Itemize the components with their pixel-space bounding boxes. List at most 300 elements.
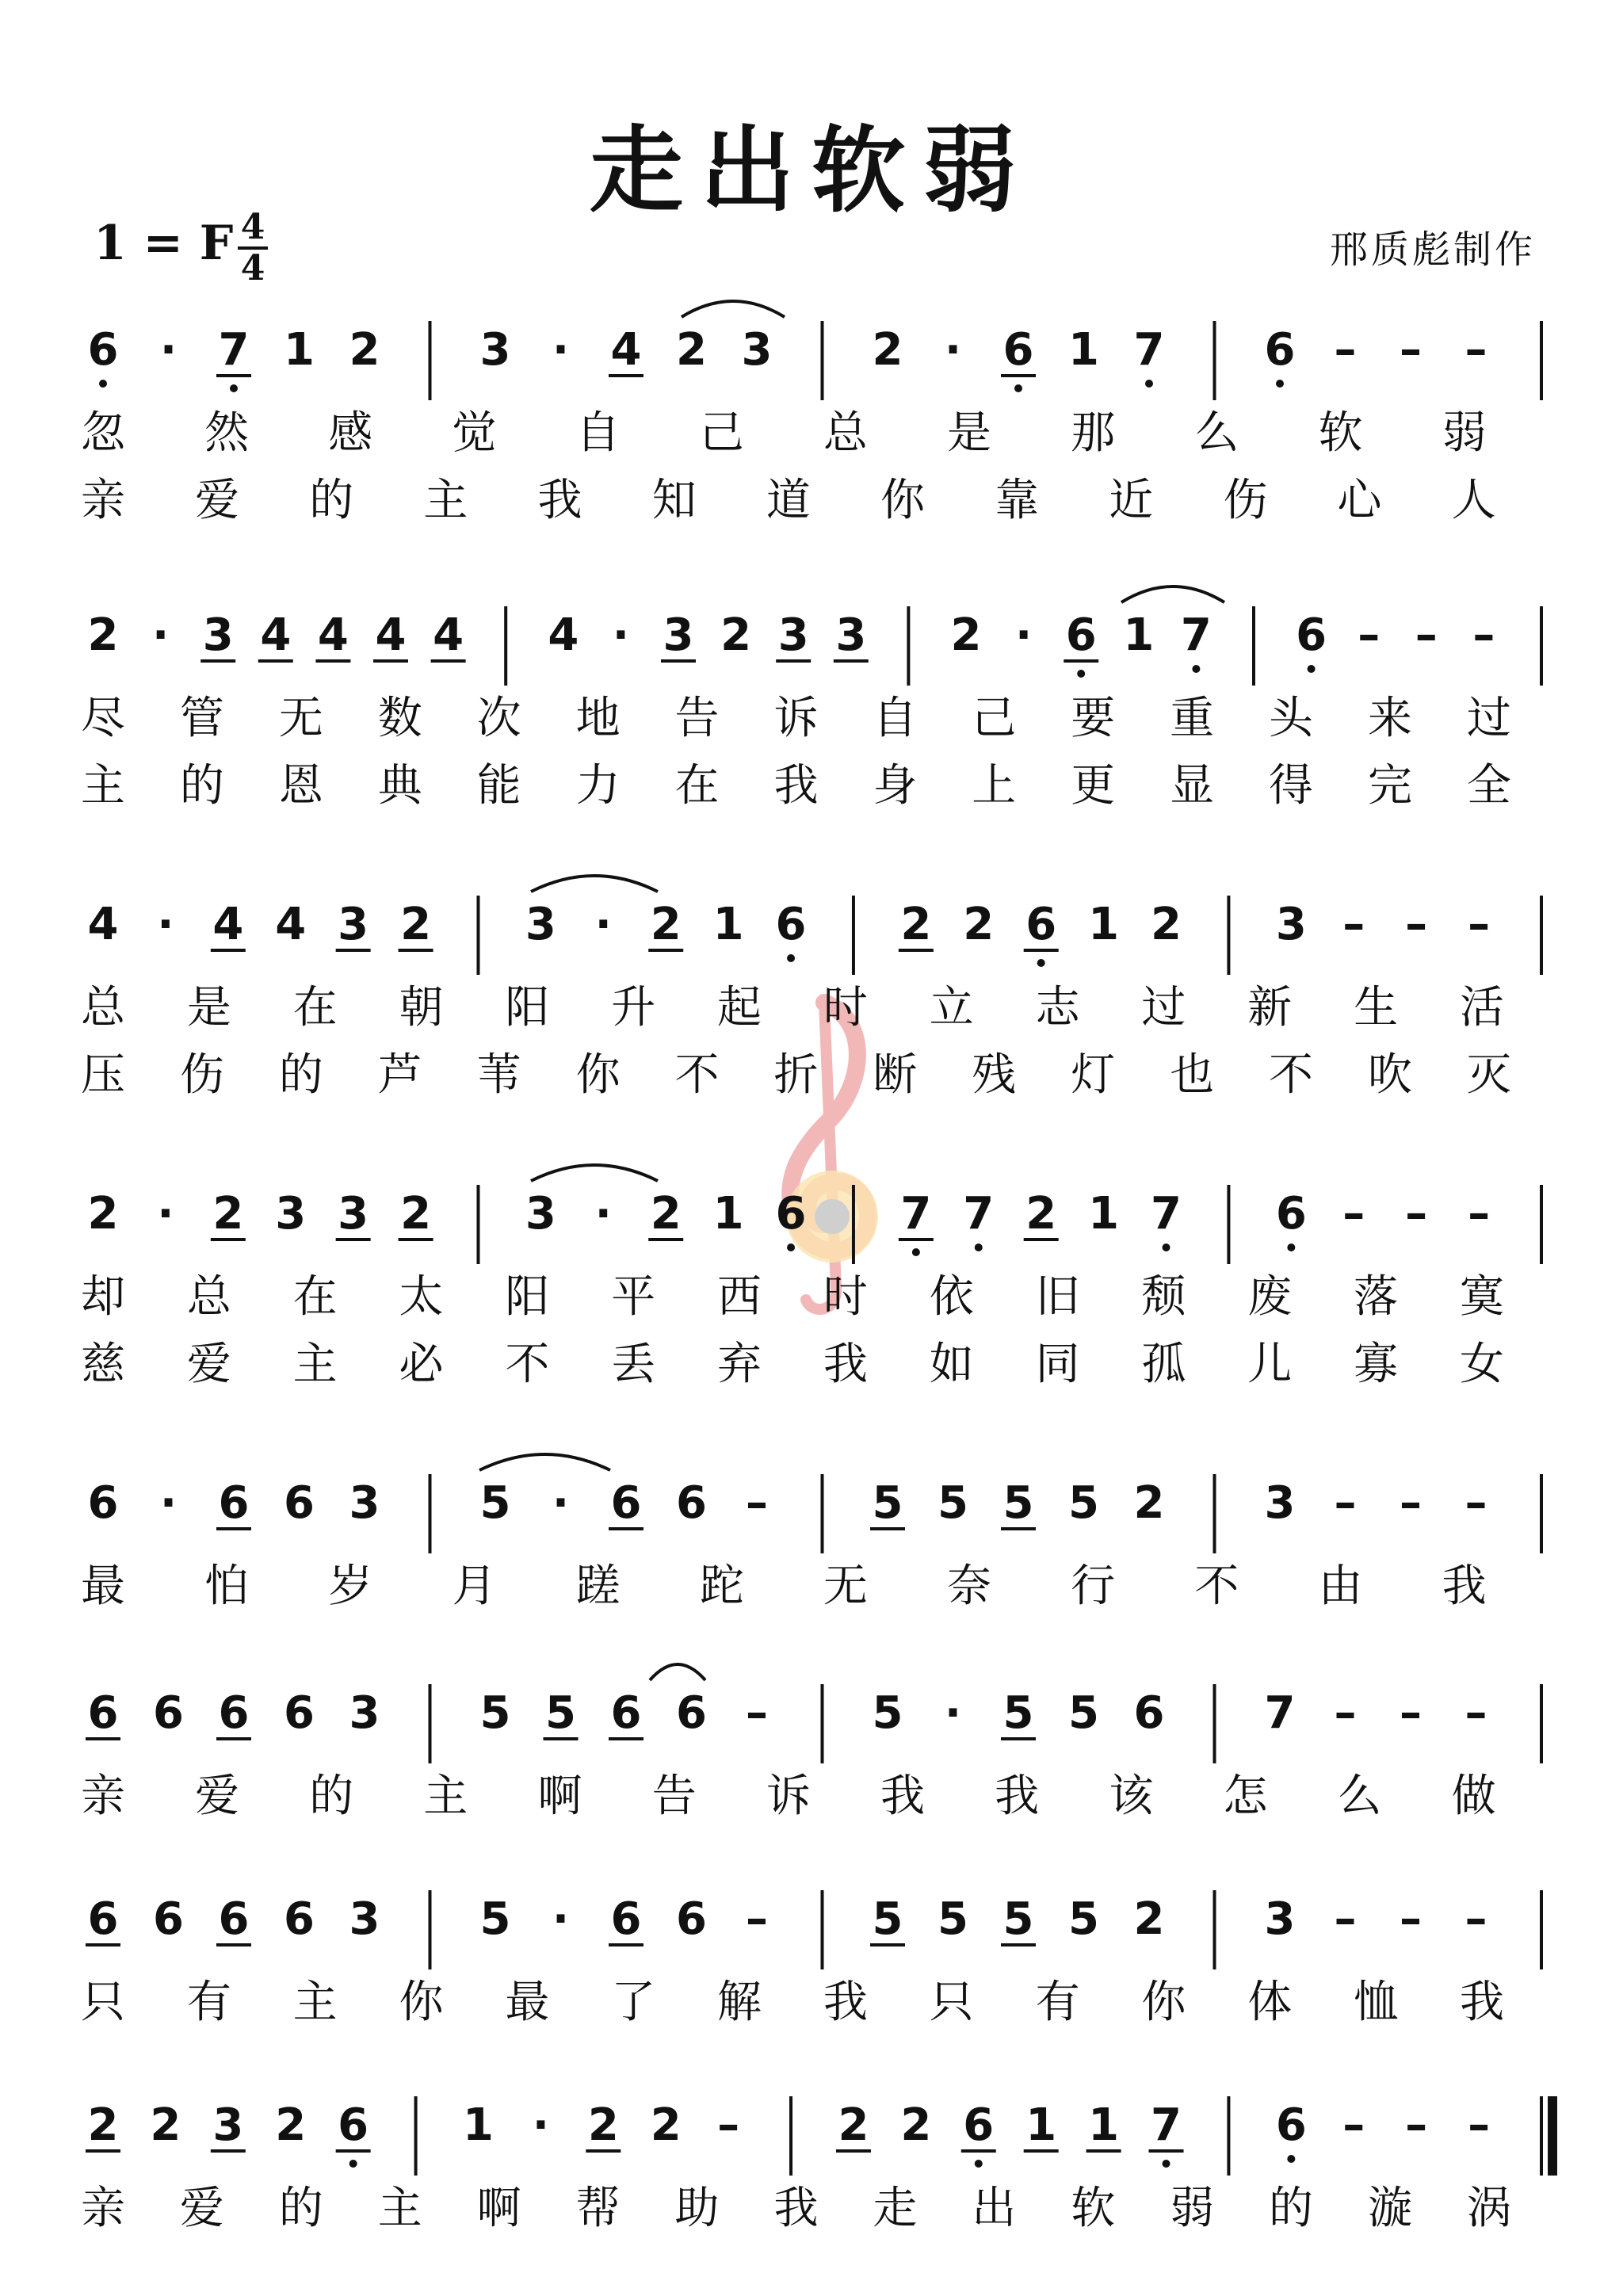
lyric-char: 自 [575, 407, 621, 459]
note: 5 [872, 1893, 903, 1945]
lyric-char: 无 [823, 1561, 868, 1612]
lyric-char: 阳 [505, 982, 550, 1033]
lyric-char: 的 [309, 1771, 354, 1822]
note: 1 [712, 899, 744, 950]
lyric-char: 了 [611, 1977, 656, 2028]
note: 7 [1133, 324, 1165, 376]
note: 6 [775, 899, 807, 950]
lyric-char: 你 [575, 1049, 621, 1101]
low-octave-dot [975, 1244, 983, 1251]
lyric-char: 苇 [476, 1049, 521, 1101]
lyric-char: 忽 [81, 407, 125, 459]
note: 3 [202, 609, 234, 661]
lyric-char: 然 [204, 407, 250, 459]
lyric-char: 恩 [278, 760, 323, 812]
lyric-char: 残 [972, 1049, 1017, 1101]
note: 2 [87, 2099, 119, 2151]
note: 5 [545, 1687, 576, 1739]
note: 3 [1264, 1477, 1296, 1529]
lyric-char: 伤 [179, 1049, 224, 1101]
sustain-dash: – [1405, 899, 1428, 950]
note: 6 [610, 1477, 642, 1529]
low-octave-dot [1276, 380, 1284, 388]
lyric-char: 啊 [537, 1771, 582, 1822]
lyric-char: 弱 [1442, 407, 1487, 459]
lyric-char: 觉 [452, 407, 497, 459]
lyric-char: 软 [1071, 2183, 1116, 2234]
lyric-char: 生 [1354, 982, 1399, 1033]
lyric-char: 灯 [1071, 1049, 1116, 1101]
dot-mark: · [159, 324, 178, 376]
lyric-char: 必 [399, 1339, 444, 1390]
note: 6 [775, 1188, 807, 1240]
lyric-char: 靠 [995, 475, 1040, 526]
lyric-char: 你 [399, 1977, 444, 2028]
slur [531, 1165, 658, 1181]
lyric-char: 道 [766, 475, 811, 526]
lyric-char: 在 [674, 760, 720, 812]
note: 2 [87, 609, 119, 661]
note: 2 [650, 1188, 682, 1240]
note: 2 [838, 2099, 869, 2151]
note: 6 [1264, 324, 1296, 376]
note: 4 [275, 899, 307, 950]
lyric-char: 主 [423, 1771, 468, 1822]
final-barline [1548, 2096, 1557, 2176]
lyric-char: 落 [1354, 1271, 1399, 1323]
note: 1 [1068, 324, 1099, 376]
slur [1121, 586, 1224, 602]
lyric-char: 身 [873, 760, 918, 812]
note: 2 [587, 2099, 619, 2151]
lyric-char: 不 [1269, 1049, 1314, 1101]
note: 6 [284, 1893, 315, 1945]
lyric-char: 诉 [766, 1771, 811, 1822]
lyric-char: 主 [423, 475, 468, 526]
note: 6 [1002, 324, 1034, 376]
note: 2 [400, 899, 432, 950]
lyric-char: 如 [929, 1339, 974, 1390]
lyric-char: 起 [717, 982, 762, 1033]
lyric-char: 时 [823, 1271, 868, 1323]
low-octave-dot [1163, 1244, 1170, 1251]
sustain-dash: – [1400, 1477, 1422, 1529]
lyric-char: 由 [1318, 1561, 1363, 1612]
lyric-char: 却 [81, 1271, 125, 1323]
lyric-char: 的 [278, 2183, 323, 2234]
lyric-char: 行 [1071, 1561, 1116, 1612]
lyric-char: 更 [1071, 760, 1116, 812]
lyric-char: 的 [179, 760, 224, 812]
note: 4 [317, 609, 349, 661]
note: 2 [650, 899, 682, 950]
note: 3 [741, 324, 773, 376]
note: 2 [900, 2099, 932, 2151]
note: 4 [87, 899, 119, 950]
lyric-char: 我 [995, 1771, 1040, 1822]
lyric-char: 废 [1247, 1271, 1293, 1323]
song-title: 走出软弱 [589, 116, 1033, 225]
note: 1 [1088, 1188, 1120, 1240]
sustain-dash: – [1465, 1687, 1487, 1739]
lyric-char: 地 [575, 693, 621, 744]
note: 5 [479, 1477, 511, 1529]
note: 6 [338, 2099, 369, 2151]
lyric-char: 有 [1035, 1977, 1080, 2028]
sustain-dash: – [1400, 1687, 1422, 1739]
lyric-char: 我 [1442, 1561, 1487, 1612]
lyric-char: 完 [1367, 760, 1412, 812]
note: 2 [87, 1188, 119, 1240]
note: 6 [610, 1687, 642, 1739]
lyric-char: 告 [651, 1771, 697, 1822]
lyric-char: 最 [81, 1561, 125, 1612]
lyric-char: 爱 [195, 1771, 240, 1822]
sustain-dash: – [1334, 1687, 1357, 1739]
note: 1 [1088, 899, 1120, 950]
lyric-char: 岁 [328, 1561, 373, 1612]
note: 5 [872, 1477, 903, 1529]
dot-mark: · [944, 1687, 962, 1739]
note: 6 [218, 1687, 250, 1739]
note: 2 [1151, 899, 1182, 950]
note: 2 [950, 609, 982, 661]
note: 1 [284, 324, 315, 376]
lyric-char: 不 [674, 1049, 720, 1101]
lyric-char: 你 [1141, 1977, 1186, 2028]
note: 6 [87, 1893, 119, 1945]
lyric-char: 得 [1269, 760, 1314, 812]
lyric-char: 灭 [1466, 1049, 1511, 1101]
low-octave-dot [99, 380, 107, 388]
note: 1 [712, 1188, 744, 1240]
lyric-char: 的 [1269, 2183, 1314, 2234]
note: 2 [872, 324, 903, 376]
note: 6 [284, 1687, 315, 1739]
lyric-char: 我 [773, 2183, 819, 2234]
sustain-dash: – [1342, 1188, 1365, 1240]
sustain-dash: – [746, 1477, 768, 1529]
sustain-dash: – [1468, 2099, 1491, 2151]
note: 3 [525, 1188, 556, 1240]
key-signature: 1 = F [94, 216, 234, 271]
lyric-char: 的 [278, 1049, 323, 1101]
note: 2 [150, 2099, 181, 2151]
lyric-char: 漩 [1367, 2183, 1412, 2234]
note: 5 [872, 1687, 903, 1739]
meter-bottom: 4 [240, 248, 265, 288]
note: 1 [1025, 2099, 1057, 2151]
lyric-char: 平 [611, 1271, 656, 1323]
dot-mark: · [552, 1477, 570, 1529]
note: 2 [275, 2099, 307, 2151]
lyric-char: 时 [823, 982, 868, 1033]
lyric-char: 旧 [1035, 1271, 1080, 1323]
low-octave-dot [787, 954, 795, 962]
note: 2 [963, 899, 995, 950]
note: 3 [1264, 1893, 1296, 1945]
lyric-char: 我 [880, 1771, 925, 1822]
lyric-char: 己 [699, 407, 744, 459]
lyric-char: 做 [1451, 1771, 1496, 1822]
lyric-char: 么 [1194, 407, 1239, 459]
lyric-char: 新 [1247, 982, 1293, 1033]
lyric-char: 力 [575, 760, 621, 812]
lyric-char: 最 [505, 1977, 550, 2028]
lyric-char: 告 [674, 693, 720, 744]
sustain-dash: – [1465, 324, 1487, 376]
sustain-dash: – [1334, 1477, 1357, 1529]
note: 3 [479, 324, 511, 376]
note: 2 [720, 609, 752, 661]
lyric-char: 心 [1337, 475, 1382, 526]
sustain-dash: – [746, 1893, 768, 1945]
note: 4 [260, 609, 292, 661]
note: 6 [676, 1477, 707, 1529]
note: 4 [548, 609, 579, 661]
lyric-char: 爱 [195, 475, 240, 526]
low-octave-dot [1287, 2155, 1295, 2163]
note: 5 [938, 1477, 968, 1529]
lyric-char: 月 [452, 1561, 497, 1612]
low-octave-dot [1077, 670, 1085, 678]
note: 3 [349, 1477, 380, 1529]
note: 6 [1065, 609, 1097, 661]
sustain-dash: – [1334, 324, 1357, 376]
lyric-char: 压 [81, 1049, 125, 1101]
lyric-char: 只 [81, 1977, 125, 2028]
slur [531, 876, 658, 892]
note: 5 [1002, 1893, 1034, 1945]
low-octave-dot [975, 2160, 983, 2168]
low-octave-dot [1192, 665, 1200, 673]
note: 6 [87, 1687, 119, 1739]
lyric-char: 伤 [1223, 475, 1268, 526]
lyric-char: 己 [972, 693, 1017, 744]
sustain-dash: – [1472, 609, 1495, 661]
note: 3 [835, 609, 867, 661]
sustain-dash: – [1405, 1188, 1428, 1240]
lyric-char: 同 [1035, 1339, 1080, 1390]
note: 5 [479, 1893, 511, 1945]
note: 3 [1275, 899, 1307, 950]
dot-mark: · [1014, 609, 1033, 661]
lyric-char: 总 [81, 982, 125, 1033]
lyric-char: 过 [1141, 982, 1186, 1033]
lyric-char: 能 [476, 760, 521, 812]
dot-mark: · [159, 1477, 178, 1529]
note: 5 [479, 1687, 511, 1739]
lyric-char: 涡 [1466, 2183, 1511, 2234]
lyric-char: 也 [1170, 1049, 1215, 1101]
dot-mark: · [157, 1188, 174, 1240]
lyric-char: 头 [1269, 693, 1314, 744]
lyric-char: 感 [328, 407, 373, 459]
note: 6 [87, 1477, 119, 1529]
note: 5 [1068, 1687, 1099, 1739]
dot-mark: · [612, 609, 630, 661]
note: 3 [525, 899, 556, 950]
lyric-char: 儿 [1247, 1339, 1293, 1390]
lyric-char: 主 [81, 760, 125, 812]
note: 2 [212, 1188, 244, 1240]
lyric-char: 软 [1318, 407, 1363, 459]
lyric-char: 的 [309, 475, 354, 526]
slur [479, 1454, 610, 1470]
lyric-char: 帮 [575, 2183, 621, 2234]
lyric-char: 上 [972, 760, 1017, 812]
note: 1 [1088, 2099, 1120, 2151]
lyric-char: 朝 [399, 982, 444, 1033]
lyric-char: 过 [1466, 693, 1511, 744]
lyric-char: 是 [186, 982, 231, 1033]
lyric-char: 亲 [81, 475, 125, 526]
lyric-char: 是 [947, 407, 992, 459]
lyric-char: 芦 [377, 1049, 422, 1101]
note: 7 [1151, 2099, 1182, 2151]
note: 6 [1275, 2099, 1307, 2151]
lyric-char: 近 [1109, 475, 1154, 526]
note: 5 [938, 1893, 968, 1945]
dot-mark: · [157, 899, 174, 950]
lyric-char: 只 [929, 1977, 974, 2028]
low-octave-dot [1014, 384, 1022, 392]
note: 5 [1068, 1893, 1099, 1945]
note: 6 [676, 1893, 707, 1945]
lyric-char: 主 [292, 1339, 338, 1390]
lyric-char: 孤 [1141, 1339, 1186, 1390]
note: 6 [284, 1477, 315, 1529]
lyric-char: 该 [1109, 1771, 1154, 1822]
note: 6 [1025, 899, 1057, 950]
lyric-char: 怎 [1223, 1771, 1268, 1822]
sustain-dash: – [746, 1687, 768, 1739]
low-octave-dot [230, 384, 238, 392]
note: 1 [462, 2099, 494, 2151]
note: 6 [153, 1687, 184, 1739]
sustain-dash: – [1465, 1477, 1487, 1529]
lyric-char: 我 [823, 1977, 868, 2028]
sustain-dash: – [1334, 1893, 1357, 1945]
lyric-char: 知 [651, 475, 697, 526]
sustain-dash: – [717, 2099, 740, 2151]
lyric-char: 在 [292, 982, 338, 1033]
lyric-char: 爱 [179, 2183, 224, 2234]
note: 6 [610, 1893, 642, 1945]
lyric-char: 总 [823, 407, 868, 459]
lyric-char: 蹉 [575, 1561, 621, 1612]
note: 2 [1133, 1893, 1165, 1945]
dot-mark: · [594, 1188, 612, 1240]
low-octave-dot [349, 2160, 357, 2168]
lyric-char: 我 [1459, 1977, 1504, 2028]
note: 3 [663, 609, 694, 661]
lyric-char: 人 [1451, 475, 1496, 526]
lyric-char: 主 [292, 1977, 338, 2028]
lyric-char: 次 [476, 693, 521, 744]
note: 6 [1275, 1188, 1307, 1240]
note: 6 [218, 1893, 250, 1945]
lyric-char: 我 [537, 475, 582, 526]
lyric-char: 主 [377, 2183, 422, 2234]
note: 7 [900, 1188, 932, 1240]
lyric-char: 西 [717, 1271, 762, 1323]
lyric-char: 弱 [1170, 2183, 1215, 2234]
lyric-char: 怕 [204, 1561, 250, 1612]
lyric-char: 啊 [476, 2183, 521, 2234]
note: 2 [400, 1188, 432, 1240]
note: 6 [1296, 609, 1327, 661]
note: 6 [153, 1893, 184, 1945]
lyric-char: 阳 [505, 1271, 550, 1323]
low-octave-dot [1287, 1244, 1295, 1251]
note: 5 [1068, 1477, 1099, 1529]
lyric-char: 我 [823, 1339, 868, 1390]
lyric-char: 在 [292, 1271, 338, 1323]
lyric-char: 么 [1337, 1771, 1382, 1822]
sustain-dash: – [1358, 609, 1381, 661]
lyric-char: 体 [1247, 1977, 1293, 2028]
lyric-char: 要 [1071, 693, 1116, 744]
note: 6 [676, 1687, 707, 1739]
note: 7 [1180, 609, 1212, 661]
lyric-char: 爱 [186, 1339, 231, 1390]
note: 5 [1002, 1687, 1034, 1739]
lyric-char: 恤 [1354, 1977, 1399, 2028]
lyric-char: 走 [873, 2183, 918, 2234]
note: 3 [338, 899, 369, 950]
lyric-char: 出 [972, 2183, 1017, 2234]
note: 3 [349, 1893, 380, 1945]
note: 2 [1025, 1188, 1057, 1240]
lyric-char: 志 [1035, 982, 1080, 1033]
low-octave-dot [1163, 2160, 1170, 2168]
note: 7 [963, 1188, 995, 1240]
lyric-char: 寡 [1354, 1339, 1399, 1390]
dot-mark: · [532, 2099, 550, 2151]
lyric-char: 全 [1466, 760, 1511, 812]
lyric-char: 我 [773, 760, 819, 812]
lyric-char: 升 [611, 982, 656, 1033]
note: 3 [338, 1188, 369, 1240]
lyric-char: 尽 [81, 693, 125, 744]
lyric-char: 丢 [611, 1339, 656, 1390]
lyric-char: 你 [880, 475, 925, 526]
lyric-char: 颓 [1141, 1271, 1186, 1323]
meter-top: 4 [240, 207, 265, 247]
dot-mark: · [552, 324, 570, 376]
note: 2 [650, 2099, 682, 2151]
note: 7 [1264, 1687, 1296, 1739]
sustain-dash: – [1342, 2099, 1365, 2151]
lyric-char: 助 [674, 2183, 720, 2234]
lyric-char: 跎 [699, 1561, 744, 1612]
arranger-credit: 邢质彪制作 [1329, 227, 1536, 272]
note: 1 [1123, 609, 1155, 661]
lyric-char: 断 [873, 1049, 918, 1101]
sustain-dash: – [1342, 899, 1365, 950]
low-octave-dot [1037, 959, 1045, 967]
slur [650, 1664, 705, 1680]
low-octave-dot [1308, 665, 1316, 673]
lyric-char: 典 [377, 760, 422, 812]
dot-mark: · [944, 324, 962, 376]
note: 4 [433, 609, 464, 661]
note: 3 [275, 1188, 307, 1240]
note: 3 [349, 1687, 380, 1739]
lyric-char: 有 [186, 1977, 231, 2028]
slur [682, 301, 785, 317]
